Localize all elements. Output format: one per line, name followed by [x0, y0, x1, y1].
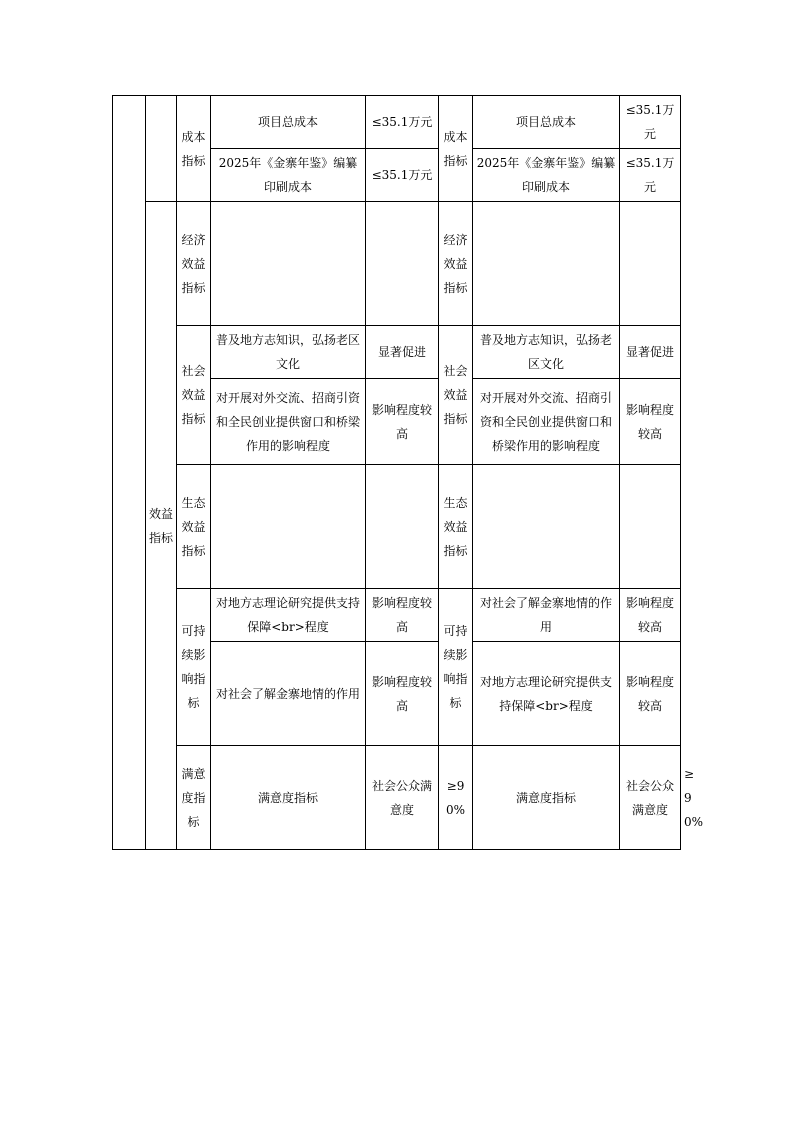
social-1-value: 显著促进: [366, 326, 439, 379]
sustainable-impact-label: 可持续影响指标: [177, 589, 211, 746]
social-2-indicator: 对开展对外交流、招商引资和全民创业提供窗口和桥梁作用的影响程度: [211, 379, 366, 465]
cost-indicator-label-right: 成本指标: [439, 96, 473, 202]
sustain-left-1-value: 影响程度较高: [366, 589, 439, 642]
cost-print-value: ≤35.1万元: [366, 149, 439, 202]
social-benefit-label-right: 社会效益指标: [439, 326, 473, 465]
ecological-value-empty: [366, 465, 439, 589]
social-1-value-right: 显著促进: [620, 326, 681, 379]
economic-value-empty-right: [620, 202, 681, 326]
social-benefit-label: 社会效益指标: [177, 326, 211, 465]
table-row: [113, 465, 681, 589]
performance-indicator-table: [112, 95, 704, 850]
sustain-left-2-indicator: 对社会了解金寨地情的作用: [211, 642, 366, 746]
cost-total-value-right: ≤35.1万元: [620, 96, 681, 149]
social-1-indicator-right: 普及地方志知识，弘扬老区文化: [473, 326, 620, 379]
benefit-indicator-label: 效益指标: [146, 202, 177, 850]
social-2-indicator-right: 对开展对外交流、招商引资和全民创业提供窗口和桥梁作用的影响程度: [473, 379, 620, 465]
cost-total-value: ≤35.1万元: [366, 96, 439, 149]
sustainable-impact-label-right: 可持续影响指标: [439, 589, 473, 746]
satisfaction-level2-label-right: 满意度指标: [473, 746, 620, 850]
satisfaction-level2-label: 满意度指标: [211, 746, 366, 850]
satisfaction-level1-label: 满意度指标: [177, 746, 211, 850]
social-2-value: 影响程度较高: [366, 379, 439, 465]
ecological-benefit-label: 生态效益指标: [177, 465, 211, 589]
cost-print-indicator: 2025年《金寨年鉴》编纂印刷成本: [211, 149, 366, 202]
economic-indicator-empty-right: [473, 202, 620, 326]
table-row: [113, 589, 681, 642]
level1-cost-cell: [146, 96, 177, 202]
sustain-left-1-indicator: 对地方志理论研究提供支持保障<br>程度: [211, 589, 366, 642]
ecological-indicator-empty-right: [473, 465, 620, 589]
table-row: 满意度指标 满意度指标 社会公众满意度 ≥90% 满意度指标 社会公众满意度 ≥90%: [113, 746, 681, 850]
ecological-indicator-empty: [211, 465, 366, 589]
cost-print-indicator-right: 2025年《金寨年鉴》编纂印刷成本: [473, 149, 620, 202]
ecological-value-empty-right: [620, 465, 681, 589]
economic-benefit-label: 经济效益指标: [177, 202, 211, 326]
table-row: [113, 202, 681, 326]
ecological-benefit-label-right: 生态效益指标: [439, 465, 473, 589]
cost-total-indicator-right: 项目总成本: [473, 96, 620, 149]
table-row: [113, 96, 681, 149]
cost-print-value-right: ≤35.1万元: [620, 149, 681, 202]
economic-indicator-empty: [211, 202, 366, 326]
table-row: [113, 326, 681, 379]
sustain-right-1-value: 影响程度较高: [620, 589, 681, 642]
satisfaction-indicator: 社会公众满意度: [366, 746, 439, 850]
social-2-value-right: 影响程度较高: [620, 379, 681, 465]
social-1-indicator: 普及地方志知识，弘扬老区文化: [211, 326, 366, 379]
sustain-right-2-indicator: 对地方志理论研究提供支持保障<br>程度: [473, 642, 620, 746]
outer-category-cell: [113, 96, 146, 850]
satisfaction-indicator-right: 社会公众满意度: [620, 746, 681, 850]
cost-indicator-label: 成本指标: [177, 96, 211, 202]
economic-value-empty: [366, 202, 439, 326]
sustain-left-2-value: 影响程度较高: [366, 642, 439, 746]
satisfaction-value: ≥90%: [439, 746, 473, 850]
cost-total-indicator: 项目总成本: [211, 96, 366, 149]
economic-benefit-label-right: 经济效益指标: [439, 202, 473, 326]
sustain-right-1-indicator: 对社会了解金寨地情的作用: [473, 589, 620, 642]
sustain-right-2-value: 影响程度较高: [620, 642, 681, 746]
